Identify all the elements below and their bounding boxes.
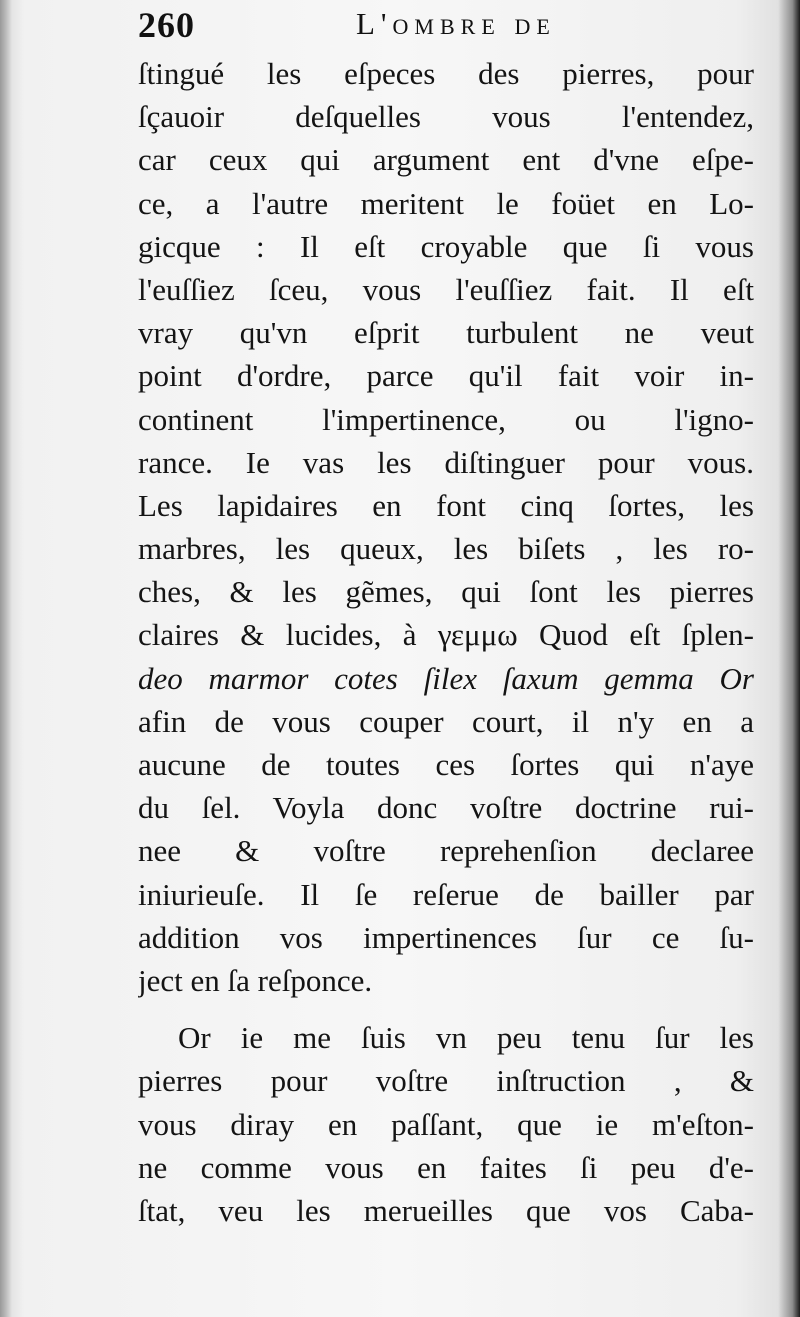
body-text [138, 52, 754, 1232]
text-line: continent l'impertinence, ou l'igno- [138, 401, 754, 437]
text-line: point d'ordre, parce qu'il fait voir in- [138, 358, 754, 394]
text-line: rance. Ie vas les diſtinguer pour vous. [138, 444, 754, 480]
text-line: afin de vous couper court, il n'y en a [138, 703, 754, 739]
text-line: du ſel. Voyla donc voſtre doctrine rui- [138, 790, 754, 826]
text-line: vray qu'vn eſprit turbulent ne veut [138, 315, 754, 351]
text-line: addition vos impertinences ſur ce ſu- [138, 919, 754, 955]
text-line: ne comme vous en faites ſi peu d'e- [138, 1149, 754, 1185]
text-line-italic: deo marmor cotes ſilex ſaxum gemma Or [138, 660, 754, 696]
text-line: iniurieuſe. Il ſe reſerue de bailler par [138, 876, 754, 912]
text-line: claires & lucides, à γεμμω Quod eſt ſplen- [138, 617, 754, 653]
page-edge-shadow [778, 0, 800, 1317]
text-line: Les lapidaires en font cinq ſortes, les [138, 487, 754, 523]
text-line: ce, a l'autre meritent le foüet en Lo- [138, 185, 754, 221]
running-head: L'ombre de [356, 6, 556, 41]
paragraph-first-line: Or ie me ſuis vn peu tenu ſur les [178, 1020, 754, 1056]
text-line: nee & voſtre reprehenſion declaree [138, 833, 754, 869]
page-gutter-shadow [0, 0, 12, 1317]
text-line: gicque : Il eſt croyable que ſi vous [138, 228, 754, 264]
text-line: l'euſſiez ſceu, vous l'euſſiez fait. Il eſt [138, 271, 754, 307]
text-line: aucune de toutes ces ſortes qui n'aye [138, 747, 754, 782]
text-line: ſtingué les eſpeces des pierres, pour [138, 56, 754, 91]
text-line: vous diray en paſſant, que ie m'eſton- [138, 1106, 754, 1142]
text-line: marbres, les queux, les biſets , les ro- [138, 531, 754, 567]
page-header [138, 4, 760, 48]
text-line: ſtat, veu les merueilles que vos Caba- [138, 1192, 754, 1228]
text-line: ſçauoir deſquelles vous l'entendez, [138, 99, 754, 135]
text-line: ches, & les gẽmes, qui ſont les pierres [138, 574, 754, 610]
text-line: ject en ſa reſponce. [138, 962, 373, 998]
text-line: car ceux qui argument ent d'vne eſpe- [138, 142, 754, 178]
text-line: pierres pour voſtre inſtruction , & [138, 1063, 754, 1099]
page-number: 260 [138, 5, 195, 45]
